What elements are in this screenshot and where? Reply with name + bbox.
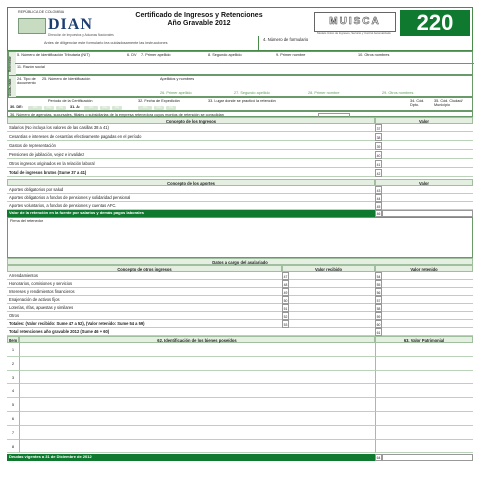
otros-row-label: Honorarios, comisiones y servicios (7, 280, 282, 288)
bien-valor-field[interactable] (375, 426, 473, 440)
primer-apellido-hint[interactable]: 26. Primer apellido (160, 91, 192, 95)
aporte-row-label: Aportes voluntarios, a fondos de pensiones y cuentas AFC. (7, 202, 375, 210)
ingreso-row-label: Cesantías e intereses de cesantías efectivamente pagadas en el período (7, 133, 375, 141)
otros-retenido-num: 57 (375, 296, 382, 304)
ingreso-row-value[interactable] (382, 169, 473, 177)
otros-recibido-num: 50 (282, 296, 289, 304)
asalariado-section (7, 75, 473, 97)
exp-day-box[interactable]: Día (166, 106, 176, 110)
total-retenciones-value[interactable] (382, 328, 473, 336)
otros-retenido-value[interactable] (382, 296, 473, 304)
bien-identificacion-field[interactable] (19, 426, 375, 440)
aporte-row-value[interactable] (382, 194, 473, 202)
title-line-1: Certificado de Ingresos y Retenciones (135, 12, 263, 19)
aporte-row-num: 44 (375, 194, 382, 202)
retenido-header: Valor retenido (375, 265, 473, 272)
firma-box (7, 217, 473, 258)
lugar-retencion-field[interactable]: 33. Lugar donde se practicó la retención (208, 99, 276, 103)
recibido-header: Valor recibido (282, 265, 375, 272)
otros-recibido-num: 51 (282, 304, 289, 312)
country-label: REPÚBLICA DE COLOMBIA (18, 10, 65, 14)
otros-retenido-num: 58 (375, 304, 382, 312)
aporte-row-value[interactable] (382, 202, 473, 210)
otros-retenido-num: 55 (375, 280, 382, 288)
ingreso-row-value[interactable] (382, 160, 473, 168)
bien-valor-field[interactable] (375, 398, 473, 412)
otros-retenido-num: 59 (375, 312, 382, 320)
periodo-a-label: 31. A: (70, 105, 81, 109)
otros-retenido-value[interactable] (382, 272, 473, 280)
de-day-box[interactable]: Día (56, 106, 66, 110)
bien-item-num: 3 (7, 371, 19, 385)
muisca-logo: MUISCA (314, 12, 396, 32)
bien-valor-field[interactable] (375, 357, 473, 371)
instructions-note: Antes de diligenciar este formulario lea cuidadosamente las instrucciones (44, 41, 168, 45)
bien-identificacion-field[interactable] (19, 384, 375, 398)
otros-recibido-num: 49 (282, 288, 289, 296)
bien-identificacion-field[interactable] (19, 412, 375, 426)
segundo-apellido-hint[interactable]: 27. Segundo apellido (234, 91, 270, 95)
retencion-band: Valor de la retención en la fuente por salarios y demás pagos laborales (7, 210, 473, 217)
otros-row-label: Arrendamientos (7, 272, 282, 280)
bien-item-num: 8 (7, 440, 19, 454)
aporte-row-label: Aportes obligatorios a fondos de pensiones y solidaridad pensional (7, 194, 375, 202)
otros-row-label: Loterías, rifas, apuestas y similares (7, 304, 282, 312)
otros-recibido-value[interactable] (289, 304, 375, 312)
otros-recibido-value[interactable] (289, 312, 375, 320)
otros-row-label: Enajenación de activos fijos (7, 296, 282, 304)
otros-row-label: Intereses y rendimientos financieros (7, 288, 282, 296)
retencion-num: 46 (376, 212, 381, 216)
otros-retenido-value[interactable] (382, 304, 473, 312)
apellidos-nombres-label: Apellidos y nombres (160, 77, 195, 81)
ingreso-row-num: 39 (375, 142, 382, 150)
primer-nombre-hint[interactable]: 28. Primer nombre (308, 91, 340, 95)
deudas-band: Deudas vigentes a 31 de Diciembre de 2012 (7, 454, 375, 461)
otros-recibido-value[interactable] (289, 296, 375, 304)
bienes-header: 62. Identificación de los bienes poseídos (19, 336, 375, 343)
otros-header: Concepto de otros ingresos (7, 265, 282, 272)
otros-retenido-value[interactable] (382, 288, 473, 296)
coat-of-arms-icon (18, 18, 46, 34)
ingreso-row-num: 42 (375, 169, 382, 177)
otros-recibido-num: 47 (282, 272, 289, 280)
otros-row-label: Totales: (Valor recibido: Sume 47 a 52), (Valor retenido: Sume 54 a 59) (7, 320, 282, 328)
de-year-box[interactable]: Año (28, 106, 42, 110)
divider (15, 63, 474, 64)
cod-dpto-field[interactable]: 34. Cód. Dpto. (410, 99, 425, 108)
exp-year-box[interactable]: Año (138, 106, 152, 110)
bien-identificacion-field[interactable] (19, 440, 375, 454)
otros-recibido-value[interactable] (289, 280, 375, 288)
total-retenciones-num: 61 (375, 328, 382, 336)
de-month-box[interactable]: Mes (44, 106, 54, 110)
razon-social-field[interactable]: 11. Razón social (17, 65, 45, 69)
otros-recibido-value[interactable] (289, 288, 375, 296)
form-number-field[interactable]: 4. Número de formulario (258, 36, 474, 52)
bien-identificacion-field[interactable] (19, 398, 375, 412)
nit-field[interactable]: 5. Número de Identificación Tributaria (NIT) (17, 53, 90, 57)
bien-valor-field[interactable] (375, 384, 473, 398)
ingreso-row-num: 38 (375, 133, 382, 141)
ingreso-row-value[interactable] (382, 151, 473, 159)
bien-identificacion-field[interactable] (19, 371, 375, 385)
org-name: DIAN (48, 16, 93, 33)
a-month-box[interactable]: Mes (100, 106, 110, 110)
ingreso-row-label: Total de ingresos brutos (Sume 37 a 41) (7, 169, 375, 177)
ingreso-row-num: 40 (375, 151, 382, 159)
bien-item-num: 7 (7, 426, 19, 440)
otros-retenido-value[interactable] (382, 320, 473, 328)
muisca-subtitle: Modelo Único de Ingresos, Servicio y Control Automatizado (317, 31, 391, 35)
bien-valor-field[interactable] (375, 343, 473, 357)
otros-recibido-num: 53 (282, 320, 289, 328)
ingreso-row-num: 41 (375, 160, 382, 168)
aportes-valor-header: Valor (375, 179, 473, 186)
ingreso-row-label: Salarios (No incluya los valores de las casillas 38 a 41) (7, 124, 375, 132)
otros-retenido-value[interactable] (382, 280, 473, 288)
asalariado-side-label: Asala-riado (8, 76, 16, 98)
form-header (7, 7, 473, 51)
title-line-2: Año Gravable 2012 (167, 20, 231, 28)
ingreso-row-value[interactable] (382, 133, 473, 141)
otros-recibido-value[interactable] (289, 320, 375, 328)
otros-recibido-num: 48 (282, 280, 289, 288)
numero-identificacion-field[interactable]: 25. Número de Identificación (42, 77, 91, 81)
cod-ciudad-field[interactable]: 35. Cód. Ciudad/ Municipio (434, 99, 463, 108)
tipo-documento-field[interactable]: 24. Tipo de documento (17, 77, 36, 86)
aporte-row-value[interactable] (382, 186, 473, 194)
form-title (134, 12, 264, 29)
form-number-badge: 220 (400, 10, 470, 36)
exp-month-box[interactable]: Mes (154, 106, 164, 110)
agencias-label: 36. Número de agencias, sucursales, filiales o subsidiarias de la empresa retenedora cuyos montos de retención se consolidan (10, 113, 224, 117)
bien-item-num: 2 (7, 357, 19, 371)
ingresos-header: Concepto de los Ingresos (7, 117, 375, 124)
org-subtitle: Dirección de Impuestos y Aduanas Nacionales (48, 33, 114, 37)
asalariado-band: Datos a cargo del asalariado (7, 258, 473, 265)
ingreso-row-label: Pensiones de jubilación, vejez e invalidez (7, 151, 375, 159)
bien-item-num: 4 (7, 384, 19, 398)
ingreso-row-label: Gastos de representación (7, 142, 375, 150)
total-retenciones-label: Total retenciones año gravable 2012 (Sume 46 + 60) (7, 328, 375, 336)
ingreso-row-value[interactable] (382, 124, 473, 132)
otros-retenido-num: 56 (375, 288, 382, 296)
aporte-row-num: 45 (375, 202, 382, 210)
bien-item-num: 5 (7, 398, 19, 412)
bien-identificacion-field[interactable] (19, 357, 375, 371)
otros-retenido-num: 54 (375, 272, 382, 280)
otros-retenido-num: 60 (375, 320, 382, 328)
otros-nombres-field[interactable]: 10. Otros nombres (358, 53, 390, 57)
primer-apellido-field[interactable]: 7. Primer apellido (141, 53, 171, 57)
otros-recibido-num: 52 (282, 312, 289, 320)
valor-patrimonial-header: 63. Valor Patrimonial (375, 336, 473, 343)
bien-valor-field[interactable] (375, 412, 473, 426)
bien-valor-field[interactable] (375, 371, 473, 385)
deudas-value[interactable] (382, 454, 473, 461)
retenedor-section (7, 51, 473, 75)
ingreso-row-num: 37 (375, 124, 382, 132)
primer-nombre-field[interactable]: 9. Primer nombre (276, 53, 306, 57)
retenedor-side-label: Retenedor (8, 52, 16, 76)
bien-identificacion-field[interactable] (19, 343, 375, 357)
segundo-apellido-field[interactable]: 8. Segundo apellido (208, 53, 242, 57)
ingreso-row-label: Otros ingresos originados en la relación laboral (7, 160, 375, 168)
item-header: Item (8, 338, 18, 343)
aporte-row-label: Aportes obligatorios por salud (7, 186, 375, 194)
deudas-num: 64 (376, 456, 381, 460)
periodo-label: Período de la Certificación (48, 99, 93, 103)
dv-field[interactable]: 6. DV (127, 53, 137, 57)
firma-label: Firma del retenedor (10, 218, 44, 223)
periodo-de-label: 30. DE: (10, 105, 23, 109)
otros-row-label: Otros (7, 312, 282, 320)
form-220 (7, 7, 473, 473)
bien-valor-field[interactable] (375, 440, 473, 454)
otros-nombres-hint[interactable]: 29. Otros nombres (382, 91, 414, 95)
bien-item-num: 1 (7, 343, 19, 357)
aporte-row-num: 43 (375, 186, 382, 194)
ingreso-row-value[interactable] (382, 142, 473, 150)
aportes-header: Concepto de los aportes (7, 179, 375, 186)
ingresos-valor-header: Valor (375, 117, 473, 124)
periodo-section (7, 97, 473, 111)
a-day-box[interactable]: Día (112, 106, 122, 110)
otros-recibido-value[interactable] (289, 272, 375, 280)
fecha-expedicion-label: 32. Fecha de Expedición (138, 99, 180, 103)
bien-item-num: 6 (7, 412, 19, 426)
a-year-box[interactable]: Año (84, 106, 98, 110)
otros-retenido-value[interactable] (382, 312, 473, 320)
